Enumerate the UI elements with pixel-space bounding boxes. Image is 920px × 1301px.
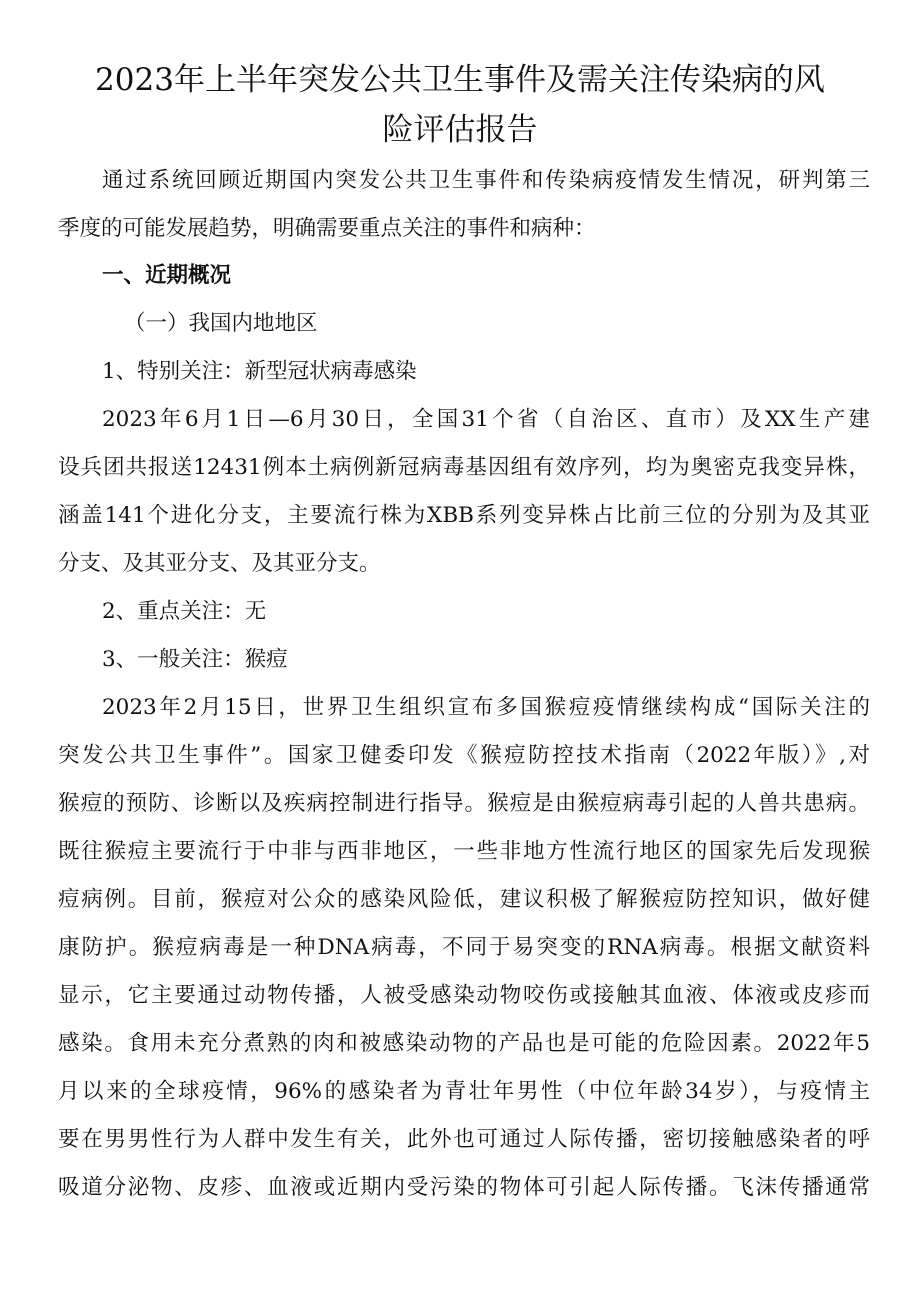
intro-line-2: 季度的可能发展趋势，明确需要重点关注的事件和病种：	[58, 216, 596, 241]
mpox-para-line-5: 痘病例。目前，猴痘对公众的感染风险低，建议积极了解猴痘防控知识，做好健	[58, 887, 870, 912]
mpox-para-line-1: 2023年2月15日，世界卫生组织宣布多国猴痘疫情继续构成“国际关注的	[102, 695, 870, 720]
intro-line-1: 通过系统回顾近期国内突发公共卫生事件和传染病疫情发生情况，研判第三	[102, 168, 870, 193]
covid-para-line-4: 分支、及其亚分支、及其亚分支。	[58, 551, 381, 576]
document-title-line-2: 险评估报告	[382, 112, 538, 148]
section-heading-overview: 一、近期概况	[102, 263, 232, 288]
mpox-para-line-11: 吸道分泌物、皮疹、血液或近期内受污染的物体可引起人际传播。飞沫传播通常	[58, 1175, 870, 1200]
mpox-para-line-2: 突发公共卫生事件”。国家卫健委印发《猴痘防控技术指南（2022年版）》,对	[58, 743, 870, 768]
mpox-para-line-10: 要在男男性行为人群中发生有关，此外也可通过人际传播，密切接触感染者的呼	[58, 1127, 870, 1152]
mpox-para-line-8: 感染。食用未充分煮熟的肉和被感染动物的产品也是可能的危险因素。2022年5	[58, 1031, 870, 1056]
document-title-line-1: 2023年上半年突发公共卫生事件及需关注传染病的风	[95, 62, 825, 98]
item-heading-covid: 1、特别关注：新型冠状病毒感染	[102, 359, 417, 384]
subsection-heading-mainland: （一）我国内地地区	[124, 311, 318, 336]
mpox-para-line-6: 康防护。猴痘病毒是一种DNA病毒，不同于易突变的RNA病毒。根据文献资料	[58, 935, 870, 960]
covid-para-line-2: 设兵团共报送12431例本土病例新冠病毒基因组有效序列，均为奥密克我变异株，	[58, 455, 870, 480]
item-heading-mpox: 3、一般关注：猴痘	[102, 647, 288, 672]
mpox-para-line-9: 月以来的全球疫情，96%的感染者为青壮年男性（中位年龄34岁），与疫情主	[58, 1079, 870, 1104]
covid-para-line-1: 2023年6月1日—6月30日，全国31个省（自治区、直市）及XX生产建	[102, 407, 870, 432]
item-heading-key-focus: 2、重点关注：无	[102, 599, 267, 624]
mpox-para-line-4: 既往猴痘主要流行于中非与西非地区，一些非地方性流行地区的国家先后发现猴	[58, 839, 870, 864]
mpox-para-line-7: 显示，它主要通过动物传播，人被受感染动物咬伤或接触其血液、体液或皮疹而	[58, 983, 870, 1008]
covid-para-line-3: 涵盖141个进化分支，主要流行株为XBB系列变异株占比前三位的分别为及其亚	[58, 503, 870, 528]
mpox-para-line-3: 猴痘的预防、诊断以及疾病控制进行指导。猴痘是由猴痘病毒引起的人兽共患病。	[58, 791, 870, 816]
